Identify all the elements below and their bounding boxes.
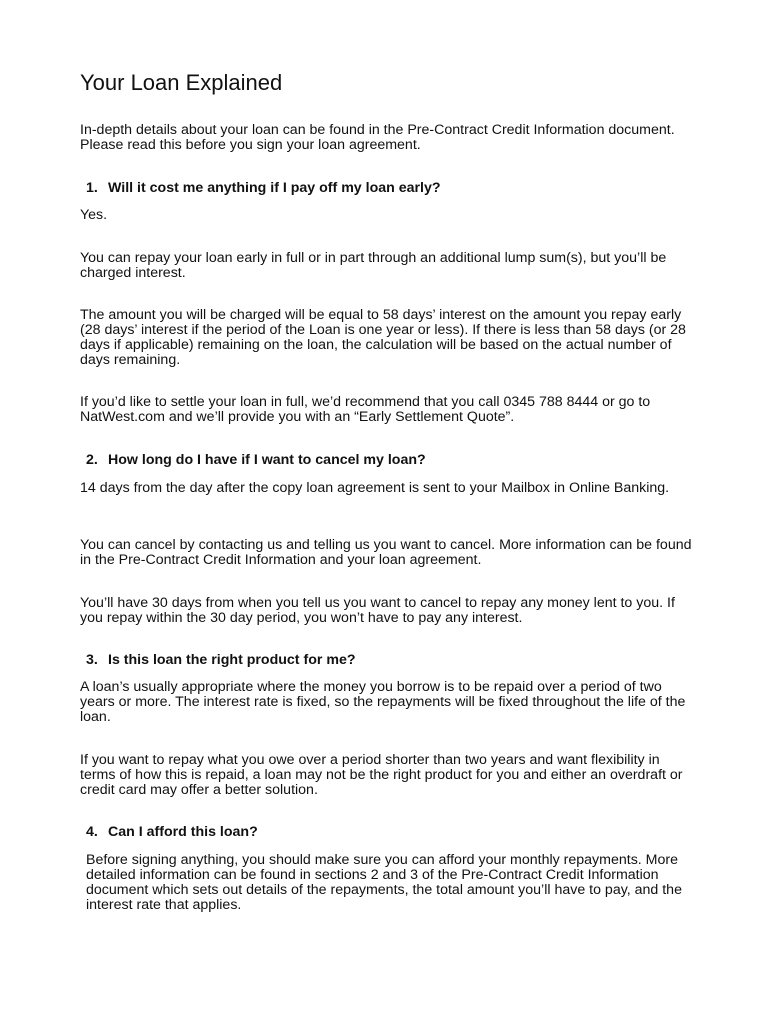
section-2-paragraph: You’ll have 30 days from when you tell us you want to cancel to repay any money lent to you. If you repay within the 30 day period, you won’t have to pay any interest.	[80, 595, 675, 626]
section-2-paragraph: 14 days from the day after the copy loan agreement is sent to your Mailbox in Online Banking.	[80, 480, 670, 496]
section-number: 1.	[86, 180, 98, 196]
section-number: 2.	[86, 452, 98, 468]
section-question: How long do I have if I want to cancel my loan?	[108, 452, 426, 468]
section-question: Is this loan the right product for me?	[108, 652, 356, 668]
section-1-paragraph: The amount you will be charged will be equal to 58 days’ interest on the amount you repay early (28 days’ interest if the period of the Loan is one year or less). If there is less than 58 days (or 28 days if applicable) remaining on the loan, the calculation will be based on the actual number of days remaining.	[80, 307, 686, 368]
section-number: 4.	[86, 824, 98, 840]
section-3-paragraph: If you want to repay what you owe over a period shorter than two years and want flexibility in terms of how this is repaid, a loan may not be the right product for you and either an overdraft or credit card may offer a better solution.	[80, 752, 683, 798]
section-1-paragraph: You can repay your loan early in full or in part through an additional lump sum(s), but you’ll be charged interest.	[80, 250, 667, 281]
section-2-paragraph: You can cancel by contacting us and telling us you want to cancel. More information can be found in the Pre-Contract Credit Information and your loan agreement.	[80, 537, 692, 568]
section-3-heading	[86, 652, 356, 668]
section-4-heading	[86, 824, 258, 840]
section-3-paragraph: A loan’s usually appropriate where the money you borrow is to be repaid over a period of two years or more. The interest rate is fixed, so the repayments will be fixed throughout the life of the loan.	[80, 679, 686, 725]
section-question: Will it cost me anything if I pay off my loan early?	[108, 180, 441, 196]
section-1-heading	[86, 180, 441, 196]
section-1-paragraph: Yes.	[80, 207, 108, 223]
section-4-paragraph: Before signing anything, you should make sure you can afford your monthly repayments. More detailed information can be found in sections 2 and 3 of the Pre-Contract Credit Information document which sets out details of the repayments, the total amount you’ll have to pay, and the interest rate that applies.	[86, 852, 682, 913]
page-title: Your Loan Explained	[80, 70, 283, 95]
section-2-heading	[86, 452, 426, 468]
section-number: 3.	[86, 652, 98, 668]
section-question: Can I afford this loan?	[108, 824, 258, 840]
intro-paragraph: In-depth details about your loan can be found in the Pre-Contract Credit Information document. Please read this before you sign your loan agreement.	[80, 122, 675, 153]
section-1-paragraph: If you’d like to settle your loan in full, we’d recommend that you call 0345 788 8444 or go to NatWest.com and we’ll provide you with an “Early Settlement Quote”.	[80, 394, 651, 425]
